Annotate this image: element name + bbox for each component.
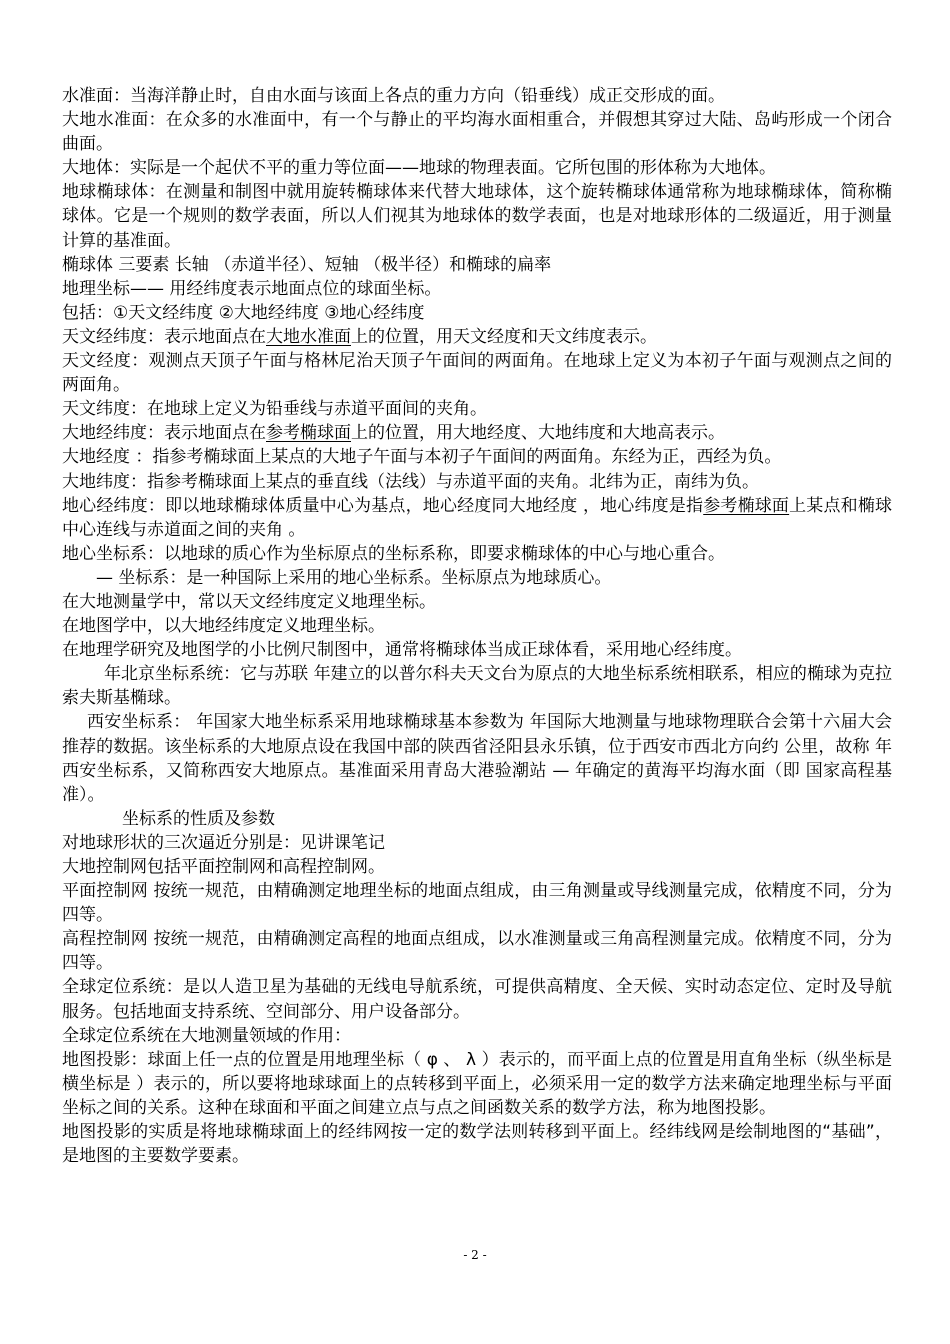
paragraph [62, 397, 892, 421]
text-segment: 平面控制网 按统一规范，由精确测定地理坐标的地面点组成，由三角测量或导线测量完成，依精度不同，分为四等。 [62, 881, 892, 926]
text-segment: 大地体：实际是一个起伏不平的重力等位面——地球的物理表面。它所包围的形体称为大地体。 [62, 158, 776, 179]
paragraph [62, 831, 892, 855]
paragraph [62, 710, 892, 806]
text-segment: 地球椭球体：在测量和制图中就用旋转椭球体来代替大地球体，这个旋转椭球体通常称为地球椭球体，简称椭球体。它是一个规则的数学表面，所以人们视其为地球体的数学表面，也是对地球形体的二级逼近，用于测量计算的基准面。 [62, 182, 892, 251]
paragraph [62, 1048, 892, 1120]
text-segment: 椭球体 三要素 长轴 （赤道半径）、短轴 （极半径）和椭球的扁率 [62, 254, 552, 275]
paragraph [62, 253, 892, 277]
paragraph [62, 855, 892, 879]
paragraph [62, 638, 892, 662]
paragraph [62, 84, 892, 108]
paragraph [62, 879, 892, 927]
paragraph [62, 301, 892, 325]
text-segment: 天文经度：观测点天顶子午面与格林尼治天顶子午面间的两面角。在地球上定义为本初子午面与观测点之间的两面角。 [62, 351, 892, 396]
paragraph [62, 542, 892, 566]
text-segment: 全球定位系统在大地测量领域的作用： [62, 1025, 351, 1046]
text-segment: 坐标系的性质及参数 [122, 808, 275, 829]
text-segment: 西安坐标系： 年国家大地坐标系采用地球椭球基本参数为 年国际大地测量与地球物理联合会第十六届大会推荐的数据。该坐标系的大地原点设在我国中部的陕西省泾阳县永乐镇，位于西安市西北方向约 公里，故称 年西安坐标系，又简称西安大地原点。基准面采用青岛大港验潮站 — 年确定的黄海平均海水面（即 国家高程基准）。 [62, 712, 892, 805]
text-segment: 天文纬度：在地球上定义为铅垂线与赤道平面间的夹角。 [62, 399, 487, 420]
text-segment: 大地水准面：在众多的水准面中，有一个与静止的平均海水面相重合，并假想其穿过大陆、岛屿形成一个闭合曲面。 [62, 110, 892, 155]
text-segment: 地图投影的实质是将地球椭球面上的经纬网按一定的数学法则转移到平面上。经纬线网是绘制地图的“基础”，是地图的主要数学要素。 [62, 1122, 892, 1167]
text-segment: 水准面：当海洋静止时，自由水面与该面上各点的重力方向（铅垂线）成正交形成的面。 [62, 86, 725, 106]
paragraph [62, 325, 892, 349]
paragraph [62, 180, 892, 252]
paragraph [62, 807, 892, 831]
text-segment: 上的位置，用大地经度、大地纬度和大地高表示。 [351, 423, 725, 444]
text-segment: 在地图学中，以大地经纬度定义地理坐标。 [62, 616, 385, 637]
text-segment: 在大地测量学中，常以天文经纬度定义地理坐标。 [62, 591, 436, 612]
text-segment: 天文经纬度：表示地面点在 [62, 326, 266, 347]
paragraph [62, 614, 892, 638]
document-body [62, 84, 892, 1168]
paragraph [62, 108, 892, 156]
text-segment: 地理坐标—— 用经纬度表示地面点位的球面坐标。 [62, 278, 442, 299]
paragraph [62, 277, 892, 301]
text-segment: 大地经纬度：表示地面点在 [62, 423, 266, 444]
paragraph [62, 156, 892, 180]
text-segment: 在地理学研究及地图学的小比例尺制图中，通常将椭球体当成正球体看，采用地心经纬度。 [62, 640, 742, 661]
paragraph [62, 1120, 892, 1168]
text-segment: 大地控制网包括平面控制网和高程控制网。 [62, 857, 385, 877]
paragraph [62, 470, 892, 494]
text-segment: 地图投影：球面上任一点的位置是用地理坐标（ φ 、 λ ）表示的，而平面上点的位置是用直角坐标（纵坐标是 横坐标是 ）表示的，所以要将地球球面上的点转移到平面上，必须采用一定的数学方法来确定地理坐标与平面坐标之间的关系。这种在球面和平面之间建立点与点之间函数关系的数学方法，称为地图投影。 [62, 1049, 892, 1118]
text-segment: 大地经度 ：指参考椭球面上某点的大地子午面与本初子午面间的两面角。东经为正，西经为负。 [62, 447, 782, 468]
text-segment: 包括：①天文经纬度 ②大地经纬度 ③地心经纬度 [62, 302, 425, 323]
paragraph [62, 445, 892, 469]
underlined-term: 参考椭球面 [266, 423, 351, 444]
underlined-term: 大地水准面 [266, 326, 351, 347]
paragraph [62, 975, 892, 1023]
text-segment: 上某点和椭球中心连线与赤道面之间的夹角 。 [62, 495, 893, 540]
text-segment: 大地纬度：指参考椭球面上某点的垂直线（法线）与赤道平面的夹角。北纬为正，南纬为负。 [62, 471, 759, 492]
paragraph [62, 566, 892, 590]
paragraph [62, 494, 892, 542]
text-segment: 年北京坐标系统：它与苏联 年建立的以普尔科夫天文台为原点的大地坐标系统相联系，相应的椭球为克拉索夫斯基椭球。 [62, 664, 892, 709]
paragraph [62, 421, 892, 445]
text-segment: 全球定位系统：是以人造卫星为基础的无线电导航系统，可提供高精度、全天候、实时动态定位、定时及导航服务。包括地面支持系统、空间部分、用户设备部分。 [62, 977, 892, 1022]
paragraph [62, 927, 892, 975]
text-segment: 对地球形状的三次逼近分别是：见讲课笔记 [62, 832, 385, 853]
underlined-term: 参考椭球面 [703, 495, 790, 516]
paragraph [62, 590, 892, 614]
text-segment: 上的位置，用天文经度和天文纬度表示。 [351, 326, 657, 347]
text-segment: 地心经纬度：即以地球椭球体质量中心为基点，地心经度同大地经度 ，地心纬度是指 [62, 495, 704, 516]
text-segment: 高程控制网 按统一规范，由精确测定高程的地面点组成，以水准测量或三角高程测量完成。依精度不同，分为四等。 [62, 929, 892, 974]
text-segment: 地心坐标系：以地球的质心作为坐标原点的坐标系称，即要求椭球体的中心与地心重合。 [62, 543, 725, 564]
text-segment: — 坐标系：是一种国际上采用的地心坐标系。坐标原点为地球质心。 [96, 567, 612, 588]
page-number: - 2 - [463, 1248, 487, 1262]
paragraph [62, 349, 892, 397]
paragraph [62, 1024, 892, 1048]
paragraph [62, 662, 892, 710]
